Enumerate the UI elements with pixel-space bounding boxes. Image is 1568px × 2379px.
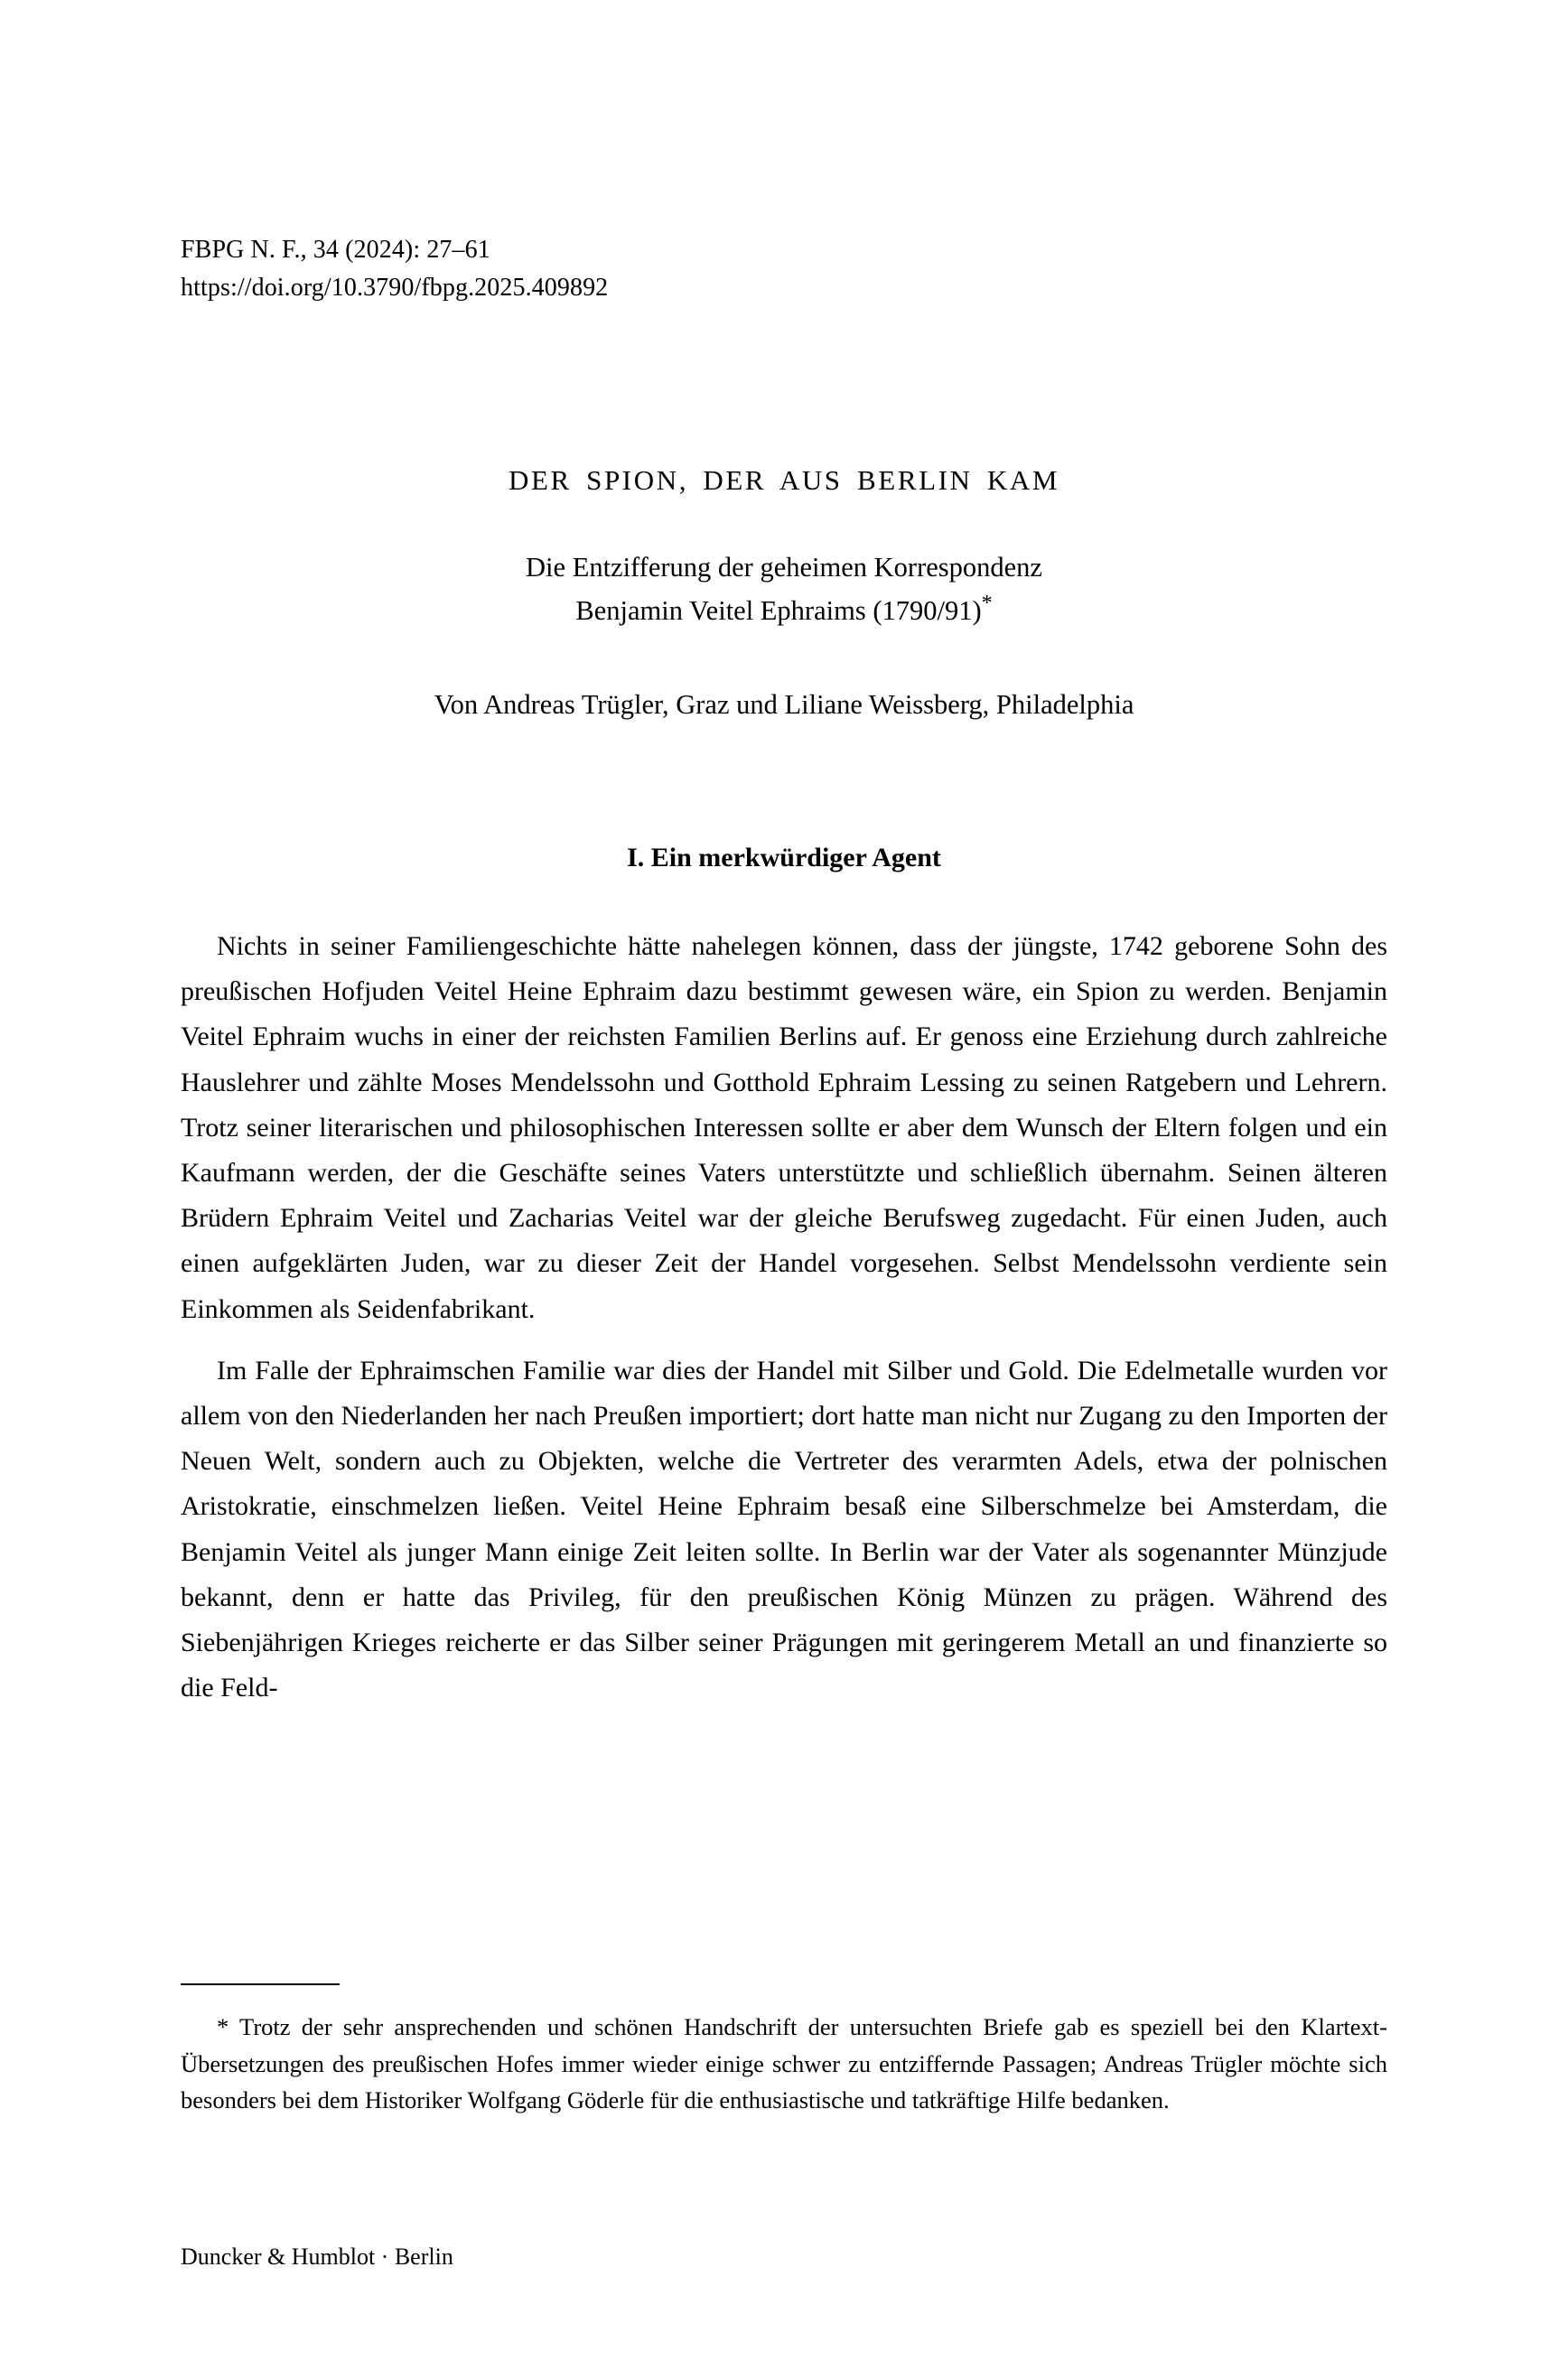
doi-link[interactable]: https://doi.org/10.3790/fbpg.2025.409892	[181, 274, 609, 302]
footnote-text: * Trotz der sehr ansprechenden und schönen Handschrift der untersuchten Briefe gab es speziell bei den Klartext-Übersetzungen des preußischen Hofes immer wieder einige schwer zu entziffernde Passagen; Andreas Trügler möchte sich besonders bei dem Historiker Wolfgang Göderle für die enthusiastische und tatkräftige Hilfe bedanken.	[181, 2013, 1387, 2113]
footnote-marker[interactable]: *	[981, 591, 993, 615]
body-text	[181, 924, 1387, 1711]
journal-citation: FBPG N. F., 34 (2024): 27–61	[181, 236, 490, 264]
article-subtitle	[181, 546, 1387, 632]
subtitle-line-2	[181, 589, 1387, 632]
title-block	[181, 461, 1387, 724]
footnote-separator-rule	[181, 1983, 340, 1985]
article-title: DER SPION, DER AUS BERLIN KAM	[508, 464, 1060, 496]
subtitle-line-2-text: Benjamin Veitel Ephraims (1790/91)	[575, 595, 982, 626]
body-paragraph: Nichts in seiner Familiengeschichte hätte nahelegen können, dass der jüngste, 1742 geborene Sohn des preußischen Hofjuden Veitel Heine Ephraim dazu bestimmt gewesen wäre, ein Spion zu werden. Benjamin Veitel Ephraim wuchs in einer der reichsten Familien Berlins auf. Er genoss eine Erziehung durch zahlreiche Hauslehrer und zählte Moses Mendelssohn und Gotthold Ephraim Lessing zu seinen Ratgebern und Lehrern. Trotz seiner literarischen und philosophischen Interessen sollte er aber dem Wunsch der Eltern folgen und ein Kaufmann werden, der die Geschäfte seines Vaters unterstützte und schließlich übernahm. Seinen älteren Brüdern Ephraim Veitel und Zacharias Veitel war der gleiche Berufsweg zugedacht. Für einen Juden, auch einen aufgeklärten Juden, war zu dieser Zeit der Handel vorgesehen. Selbst Mendelssohn verdiente sein Einkommen als Seidenfabrikant.	[181, 931, 1387, 1324]
journal-reference-header	[181, 231, 1387, 307]
author-byline: Von Andreas Trügler, Graz und Liliane Weissberg, Philadelphia	[434, 689, 1134, 720]
subtitle-line-1: Die Entzifferung der geheimen Korrespondenz	[526, 552, 1042, 583]
publisher-imprint: Duncker & Humblot · Berlin	[181, 2244, 453, 2270]
body-paragraph: Im Falle der Ephraimschen Familie war dies der Handel mit Silber und Gold. Die Edelmetalle wurden vor allem von den Niederlanden her nach Preußen importiert; dort hatte man nicht nur Zugang zu den Importen der Neuen Welt, sondern auch zu Objekten, welche die Vertreter des verarmten Adels, etwa der polnischen Aristokratie, einschmelzen ließen. Veitel Heine Ephraim besaß eine Silberschmelze bei Amsterdam, die Benjamin Veitel als junger Mann einige Zeit leiten sollte. In Berlin war der Vater als sogenannter Münzjude bekannt, denn er hatte das Privileg, für den preußischen König Münzen zu prägen. Während des Siebenjährigen Krieges reicherte er das Silber seiner Prägungen mit geringerem Metall an und finanzierte so die Feld-	[181, 1355, 1387, 1703]
section-heading: I. Ein merkwürdiger Agent	[627, 843, 941, 872]
footnote-area	[181, 1983, 1387, 2119]
